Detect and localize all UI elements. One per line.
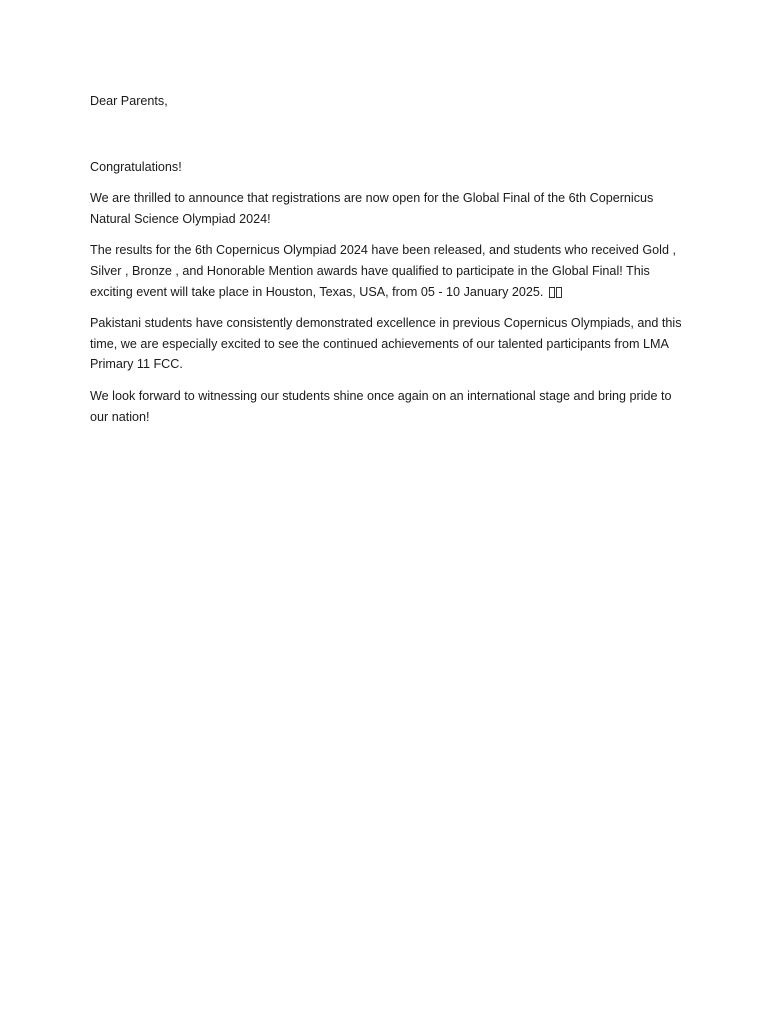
paragraph-results-text: The results for the 6th Copernicus Olympiad 2024 have been released, and students who received Gold , Silver , Bronze , and Honorable Mention awards have qualified to participate in the Global Final! This exciting event will take place in Houston, Texas, USA, from 05 - 10 January 2025. bbox=[90, 243, 676, 299]
letter-body bbox=[90, 91, 682, 438]
greeting: Congratulations! bbox=[90, 159, 182, 174]
paragraph-closing: We look forward to witnessing our students shine once again on an international stage and bring pride to our nation! bbox=[90, 388, 672, 424]
paragraph-results bbox=[90, 240, 682, 302]
salutation: Dear Parents, bbox=[90, 94, 168, 108]
paragraph-registration: We are thrilled to announce that registrations are now open for the Global Final of the 6th Copernicus Natural Science Olympiad 2024! bbox=[90, 191, 654, 226]
missing-glyph-icon bbox=[549, 284, 565, 297]
paragraph-pakistani-students: Pakistani students have consistently demonstrated excellence in previous Copernicus Olympiads, and this time, we are especially excited to see the continued achievements of our talented participants from LMA Primary 11 FCC. bbox=[90, 316, 682, 372]
